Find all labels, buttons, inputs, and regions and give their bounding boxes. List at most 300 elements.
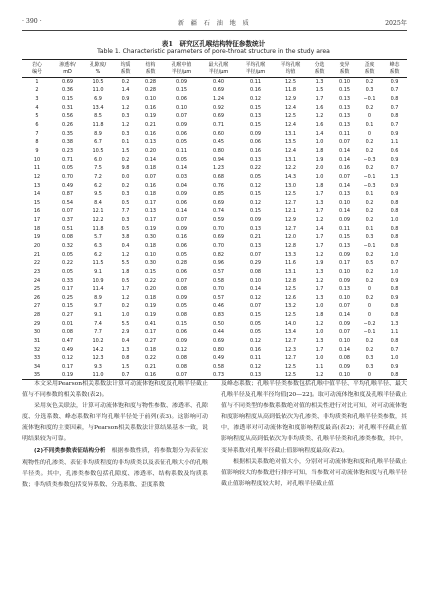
table-cell: 0.06 — [176, 242, 187, 249]
table-cell: 0.10 — [332, 371, 357, 380]
table-cell: 1.4 — [315, 130, 324, 137]
table-cell: 1.4 — [315, 225, 324, 232]
table-cell: 11.8 — [285, 87, 296, 94]
table-cell: 0.06 — [176, 96, 187, 103]
table-cell: 9.5 — [94, 191, 102, 198]
table-cell: 0.5 — [121, 277, 130, 284]
table-cell: 1.8 — [315, 312, 324, 319]
table-cell: 6.3 — [94, 242, 102, 249]
table-cell: 0.14 — [176, 208, 187, 215]
table-row — [22, 86, 407, 95]
table-cell: −0.1 — [363, 173, 376, 180]
table-cell: 28 — [33, 312, 41, 319]
table-cell: 20 — [33, 242, 41, 249]
table-cell: 0.16 — [250, 87, 261, 94]
table-cell: 2 — [35, 87, 39, 94]
table-cell: 10.9 — [92, 277, 104, 284]
table-cell: 21 — [33, 251, 41, 258]
table-cell: 0.70 — [213, 286, 224, 293]
table-cell: 0.08 — [176, 363, 187, 370]
table-cell: 0.69 — [213, 338, 224, 345]
table-cell: 0.60 — [213, 130, 224, 137]
table-cell: 1.0 — [390, 355, 399, 362]
table-cell: 0.05 — [250, 173, 261, 180]
table-cell: 0.41 — [145, 320, 156, 327]
table-cell: 11.8 — [92, 225, 104, 232]
table-cell: 0.13 — [145, 208, 156, 215]
table-cell: 1.3 — [390, 173, 399, 180]
table-row — [22, 285, 407, 294]
table-cell: 0.1 — [365, 225, 374, 232]
table-cell: 0.04 — [176, 182, 187, 189]
table-cell: 0.7 — [390, 104, 399, 111]
table-cell: 0.15 — [339, 234, 350, 241]
table-cell: 0.14 — [339, 182, 350, 189]
table-cell: 0.10 — [339, 338, 350, 345]
table-cell: 0.2 — [365, 338, 374, 345]
table-cell: 0.2 — [121, 182, 130, 189]
table-cell: 1.2 — [121, 104, 130, 111]
table-row — [22, 319, 407, 328]
table-cell: 0.13 — [339, 286, 350, 293]
header-rule — [22, 30, 407, 31]
table-row — [22, 129, 407, 138]
table-cell: 32 — [33, 346, 41, 353]
table-cell: 1.7 — [315, 96, 324, 103]
table-cell: 0.3 — [365, 355, 374, 362]
table-cell: 0 — [367, 303, 372, 310]
table-cell: 3.8 — [121, 234, 130, 241]
column-header-line: 平均孔喉 — [245, 62, 266, 69]
table-cell: 0.85 — [213, 191, 224, 198]
table-cell: 0.71 — [213, 122, 224, 129]
table-cell: 5.5 — [121, 320, 130, 327]
table-cell: 1.24 — [213, 96, 224, 103]
table-cell: 6 — [35, 122, 39, 129]
table-cell: 0.30 — [145, 234, 156, 241]
journal-name: 新 疆 石 油 地 质 — [177, 20, 252, 27]
table-cell: 12.2 — [285, 165, 296, 172]
table-cell: 6.0 — [94, 156, 102, 163]
table-cell: 0.15 — [250, 312, 261, 319]
table-cell: 0.18 — [145, 346, 156, 353]
table-cell: 12.0 — [285, 234, 296, 241]
table-cell: 0.76 — [213, 182, 224, 189]
table-cell: 0.3 — [365, 87, 374, 94]
table-row — [22, 138, 407, 147]
table-cell: −0.1 — [363, 242, 376, 249]
table-cell: 0.80 — [213, 346, 224, 353]
table-cell: 0.4 — [121, 242, 130, 249]
table-cell: 1.3 — [390, 320, 399, 327]
table-cell: 0.8 — [390, 312, 399, 319]
table-cell: 0.16 — [250, 346, 261, 353]
table-cell: 18 — [33, 225, 41, 232]
table-cell: 0.05 — [176, 139, 187, 146]
table-cell: 0.07 — [250, 251, 261, 258]
table-cell: 0.25 — [62, 294, 73, 301]
table-cell: 0.13 — [250, 242, 261, 249]
table-cell: 12.9 — [285, 96, 296, 103]
table-cell: 0.19 — [145, 225, 156, 232]
table-cell: 0.12 — [176, 346, 187, 353]
table-cell: 13 — [33, 182, 41, 189]
table-cell: 1.2 — [121, 251, 130, 258]
table-cell: 12.7 — [285, 355, 296, 362]
table-cell: 0.05 — [250, 320, 261, 327]
table-cell: 0.06 — [176, 199, 187, 206]
table-cell: 0.49 — [62, 346, 73, 353]
table-cell: 0.15 — [145, 268, 156, 275]
table-cell: 0.1 — [121, 139, 130, 146]
table-cell: 0.49 — [62, 182, 73, 189]
table-cell: 0.05 — [176, 251, 187, 258]
table-cell: 1.8 — [315, 147, 324, 154]
table-cell: 1.0 — [315, 139, 324, 146]
table-cell: 0.12 — [250, 363, 261, 370]
table-row — [22, 78, 407, 87]
table-cell: 0.2 — [365, 139, 374, 146]
table-cell: 1.2 — [315, 251, 324, 258]
table-cell: 0.05 — [176, 156, 187, 163]
table-cell: 0.3 — [121, 113, 130, 120]
table-cell: 11.0 — [92, 87, 104, 94]
table-cell: 0.08 — [339, 355, 350, 362]
table-cell: 0.09 — [176, 294, 187, 301]
table-cell: 0.94 — [213, 156, 224, 163]
table-cell: 1.3 — [121, 346, 130, 353]
table-cell: 9.3 — [94, 363, 102, 370]
table-cell: 0 — [367, 312, 372, 319]
table-cell: 11.5 — [92, 260, 104, 267]
column-header — [307, 60, 332, 78]
table-cell: 0.9 — [390, 294, 399, 301]
table-cell: 13.3 — [285, 251, 296, 258]
table-cell: 7.7 — [94, 329, 102, 336]
table-cell: 7.7 — [121, 208, 130, 215]
table-cell: 0.15 — [250, 104, 261, 111]
table-cell: 0.10 — [145, 96, 156, 103]
table-cell: 12.5 — [285, 191, 296, 198]
table-cell: 0.14 — [339, 346, 350, 353]
table-cell: 0.19 — [145, 312, 156, 319]
table-cell: 27 — [33, 303, 41, 310]
table-cell: 0.11 — [250, 355, 261, 362]
table-cell: 12.4 — [285, 147, 296, 154]
table-cell: 0.14 — [339, 156, 350, 163]
table-cell: 0.09 — [176, 225, 187, 232]
table-cell: 0.8 — [121, 355, 130, 362]
table-cell: 0.7 — [390, 87, 399, 94]
table-cell: 0.07 — [163, 371, 200, 380]
table-cell: 0.16 — [138, 371, 163, 380]
column-header — [113, 60, 138, 78]
table-cell: 0.22 — [62, 260, 73, 267]
table-row — [22, 259, 407, 268]
table-cell: 0.70 — [213, 242, 224, 249]
table-cell: 0.14 — [339, 312, 350, 319]
table-cell: 12.5 — [285, 286, 296, 293]
table-row — [22, 198, 407, 207]
table-cell: 0.13 — [339, 113, 350, 120]
table-cell: 0.08 — [176, 355, 187, 362]
table-cell: 0.8 — [390, 234, 399, 241]
table-cell: 8.5 — [94, 113, 102, 120]
table-cell: 0.9 — [390, 191, 399, 198]
table-cell: 26 — [33, 294, 41, 301]
column-header-line: 半径/μm — [245, 68, 266, 75]
table-cell: 12.9 — [285, 217, 296, 224]
column-header-line: 系数 — [120, 68, 131, 75]
table-cell: 35 — [22, 371, 52, 380]
page-number: · 390 · — [22, 18, 42, 25]
table-cell: 0.3 — [365, 234, 374, 241]
table-cell: 1.2 — [121, 122, 130, 129]
table-cell: 1.7 — [315, 286, 324, 293]
table-cell: 0.17 — [62, 286, 73, 293]
table-cell: 0.16 — [145, 182, 156, 189]
table-cell: 0.8 — [390, 208, 399, 215]
table-cell: 0.5 — [121, 199, 130, 206]
table-cell: 4 — [35, 104, 39, 111]
table-cell: 0.46 — [213, 303, 224, 310]
table-cell: 11 — [33, 165, 41, 172]
table-cell: 0.7 — [390, 260, 399, 267]
table-cell: 0.8 — [390, 96, 399, 103]
table-cell: 0.2 — [121, 303, 130, 310]
table-cell: 0.13 — [145, 139, 156, 146]
table-cell: 0.10 — [339, 294, 350, 301]
column-header-line: 孔喉中值 — [171, 62, 192, 69]
table-cell: 0.54 — [62, 199, 73, 206]
column-header-line: 变异 — [339, 62, 350, 69]
column-header — [52, 60, 83, 78]
column-header — [163, 60, 200, 78]
table-cell: 0.17 — [145, 217, 156, 224]
table-cell: 0.7 — [390, 122, 399, 129]
paragraph — [22, 445, 208, 490]
table-cell: 0.07 — [145, 173, 156, 180]
table-cell: 0.13 — [237, 371, 274, 380]
paragraph: 本文采用Pearson相关系数法计算可动流体饱和度及孔喉半径截止值与不同参数的相关系数(表2)。 — [22, 380, 208, 399]
table-cell: 11.0 — [83, 371, 113, 380]
table-cell: 0.2 — [365, 199, 374, 206]
table-cell: 1.0 — [315, 173, 324, 180]
column-header — [332, 60, 357, 78]
table-cell: 0.8 — [390, 286, 399, 293]
table-cell: 0.31 — [62, 104, 73, 111]
table-cell: 0.09 — [339, 363, 350, 370]
table-cell: 0.17 — [145, 199, 156, 206]
table-cell: 0.09 — [339, 320, 350, 327]
table-cell: 13.4 — [92, 104, 104, 111]
table-cell: 0.16 — [145, 130, 156, 137]
table-cell: 0.1 — [365, 191, 374, 198]
column-header-line: 孔隙度/ — [89, 62, 107, 69]
table-cell: 0.13 — [250, 156, 261, 163]
table-cell: 1.0 — [121, 312, 130, 319]
table-cell: 0.26 — [62, 122, 73, 129]
table-header-row — [22, 60, 407, 78]
table-cell: 0.2 — [365, 277, 374, 284]
table-cell: 0.7 — [390, 346, 399, 353]
column-header-line: 系数 — [389, 68, 400, 75]
table-cell: 3 — [35, 96, 39, 103]
table-cell: 0.57 — [213, 268, 224, 275]
table-cell: 0.20 — [145, 286, 156, 293]
table-cell: 9.1 — [94, 268, 102, 275]
table-cell: 0.9 — [390, 277, 399, 284]
table-cell: 0.21 — [145, 363, 156, 370]
table-cell: 13.1 — [285, 130, 296, 137]
table-cell: 33 — [33, 355, 41, 362]
table-cell: 0.14 — [176, 165, 187, 172]
table-row — [22, 363, 407, 372]
table-cell: 1.1 — [315, 363, 324, 370]
table-cell: 25 — [33, 286, 41, 293]
table-cell: 0.17 — [145, 329, 156, 336]
table-cell: 0.58 — [213, 277, 224, 284]
table-cell: 0.05 — [250, 329, 261, 336]
table-cell: 0.49 — [213, 355, 224, 362]
table-caption-en: Table 1. Characteristic parameters of pore-throat structure in the study area — [97, 48, 330, 55]
table-cell: 9.8 — [121, 165, 130, 172]
table-cell: 0.32 — [62, 242, 73, 249]
table-cell: 1.9 — [315, 260, 324, 267]
table-cell: 0.2 — [365, 79, 374, 86]
table-cell: 0.44 — [213, 329, 224, 336]
table-cell: 1.0 — [315, 329, 324, 336]
table-cell: 0.12 — [250, 338, 261, 345]
table-cell: 0.29 — [250, 260, 261, 267]
table-cell: 0.17 — [62, 363, 73, 370]
table-cell: 1.23 — [213, 165, 224, 172]
table-cell: 1.7 — [315, 242, 324, 249]
table-cell: 0.07 — [339, 329, 350, 336]
table-cell: 0.11 — [339, 225, 350, 232]
table-cell: 1.2 — [315, 113, 324, 120]
column-header-line: 歪度 — [364, 62, 375, 69]
table-cell: 12.1 — [285, 208, 296, 215]
table-cell: 0.2 — [365, 165, 374, 172]
table-cell: 2.9 — [121, 329, 130, 336]
table-cell: 0 — [367, 130, 372, 137]
table-cell: 0.15 — [176, 87, 187, 94]
table-row — [22, 103, 407, 112]
table-cell: 1.2 — [307, 371, 332, 380]
column-header-line: 平均孔喉 — [280, 62, 301, 69]
table-cell: 16 — [33, 208, 41, 215]
table-row — [22, 345, 407, 354]
table-cell: 0.06 — [176, 329, 187, 336]
table-cell: 0.73 — [200, 371, 237, 380]
table-cell: 1.7 — [315, 234, 324, 241]
table-cell: 0.2 — [121, 79, 130, 86]
table-body — [22, 78, 407, 380]
table-cell: 0.21 — [145, 122, 156, 129]
table-cell: 0.2 — [121, 156, 130, 163]
table-cell: 12.8 — [285, 277, 296, 284]
table-cell: 0.08 — [176, 312, 187, 319]
table-cell: 0.27 — [145, 338, 156, 345]
table-cell: 12.3 — [92, 355, 104, 362]
table-cell: 11.8 — [92, 122, 104, 129]
table-cell: 10.5 — [92, 79, 104, 86]
table-cell: 12.5 — [274, 371, 307, 380]
table-cell: 0.19 — [145, 303, 156, 310]
text-column-left — [22, 378, 208, 490]
table-row — [22, 155, 407, 164]
table-cell: 0.07 — [250, 303, 261, 310]
table-cell: 12.3 — [285, 346, 296, 353]
table-cell: 1.2 — [121, 294, 130, 301]
paragraph: 及峰态系数；孔喉半径类参数包括孔喉中值半径、平均孔喉半径、最大孔喉半径及孔喉半径均值[20—22]。取可动流体饱和度及孔喉半径截止值与不同类型的参数系数绝对值的相关性进行对比可知，对可动流体饱和度影响程度从高到低依次为孔渗类、非均质类和孔喉半径类参数，其中，渗透率对可动流体饱和度影响程度最高(表2)；对孔喉半径截止值影响程度从高到低依次为非均质类、孔喉半径类和孔渗类参数，其中，变异系数对孔喉半径截止值影响程度最高(表2)。 — [221, 380, 407, 454]
table-cell: 0.15 — [339, 87, 350, 94]
table-cell: 0.07 — [176, 277, 187, 284]
table-cell: 0.2 — [365, 147, 374, 154]
table-cell: 0.80 — [213, 147, 224, 154]
table-cell: 0.15 — [176, 320, 187, 327]
table-cell: 0.03 — [176, 173, 187, 180]
column-header — [382, 60, 407, 78]
table-cell: 12.8 — [285, 242, 296, 249]
table-cell: 7.4 — [94, 320, 102, 327]
table-cell: 0.8 — [390, 242, 399, 249]
table-cell: 0.27 — [62, 312, 73, 319]
table-cell: 0.30 — [145, 260, 156, 267]
table-cell: 1.2 — [315, 320, 324, 327]
table-row — [22, 147, 407, 156]
table-row — [22, 268, 407, 277]
table-row — [22, 190, 407, 199]
table-cell: 0.14 — [250, 286, 261, 293]
table-cell: 0.18 — [145, 165, 156, 172]
table-cell: 0.16 — [250, 147, 261, 154]
column-header-line: 系数 — [339, 68, 350, 75]
table-cell: 24 — [33, 277, 41, 284]
table-cell: 0.8 — [390, 199, 399, 206]
table-cell: 0.08 — [62, 329, 73, 336]
table-cell: 0.4 — [121, 338, 130, 345]
table-cell: 0.37 — [62, 217, 73, 224]
table-cell: 0.22 — [145, 277, 156, 284]
table-cell: 0.2 — [365, 217, 374, 224]
table-cell: 6.2 — [94, 182, 102, 189]
table-cell: 0.59 — [213, 217, 224, 224]
table-cell: 12.2 — [92, 217, 104, 224]
table-cell: 0.17 — [339, 260, 350, 267]
table-cell: 12.4 — [285, 122, 296, 129]
table-cell: 0.05 — [62, 165, 73, 172]
table-cell: 1.3 — [315, 79, 324, 86]
table-cell: 0.13 — [339, 104, 350, 111]
table-cell: 0.1 — [365, 122, 374, 129]
table-cell: 0.5 — [365, 260, 374, 267]
table-cell: 0.16 — [176, 234, 187, 241]
table-cell: 11.6 — [285, 260, 296, 267]
table-cell: 0.12 — [250, 96, 261, 103]
table-cell: 0.2 — [365, 251, 374, 258]
paragraph: 根据相关系数绝对值大小，分别对可动流体饱和度和孔喉半径截止值影响较大的参数进行排序可知，当参数对可动流体饱和度与孔喉半径截止值影响程度较大时，对孔喉半径截止值 — [221, 457, 407, 487]
table-cell: 0.28 — [145, 87, 156, 94]
table-cell: 6.2 — [94, 251, 102, 258]
table-cell: 0.36 — [62, 87, 73, 94]
table-cell: 0.09 — [176, 122, 187, 129]
table-cell: 1.2 — [315, 217, 324, 224]
table-cell: 0.69 — [213, 234, 224, 241]
table-cell: 0.13 — [339, 122, 350, 129]
table-cell: 1.5 — [121, 147, 130, 154]
